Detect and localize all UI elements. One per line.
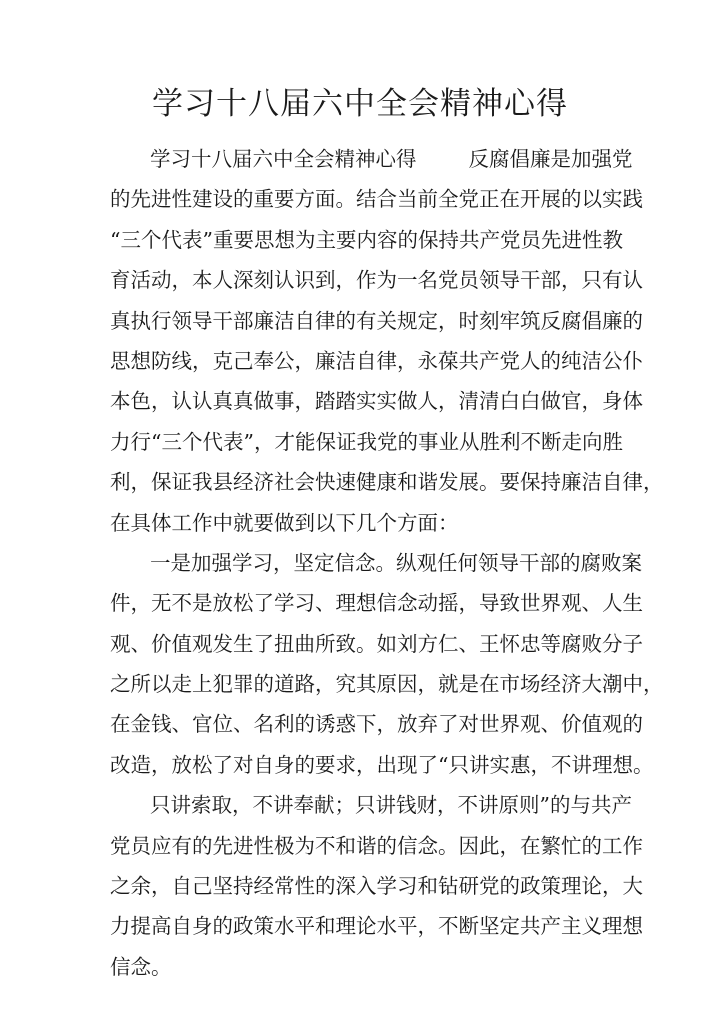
paragraph-line: 之所以走上犯罪的道路，究其原因，就是在市场经济大潮中，	[110, 672, 664, 697]
paragraph-line: 观、价值观发生了扭曲所致。如刘方仁、王怀忠等腐败分子	[110, 631, 643, 656]
paragraph-line: 一是加强学习，坚定信念。纵观任何领导干部的腐败案	[150, 550, 642, 575]
document-title: 学习十八届六中全会精神心得	[152, 86, 568, 122]
inline-heading: 学习十八届六中全会精神心得	[150, 147, 417, 171]
paragraph-line: 党员应有的先进性极为不和谐的信念。因此，在繁忙的工作	[110, 833, 643, 858]
paragraph-line: 本色，认认真真做事，踏踏实实做人，清清白白做官，身体	[110, 389, 643, 414]
paragraph-line: 在金钱、官位、名利的诱惑下，放弃了对世界观、价值观的	[110, 712, 643, 737]
paragraph-line: 育活动，本人深刻认识到，作为一名党员领导干部，只有认	[110, 268, 643, 293]
paragraph-line: 的先进性建设的重要方面。结合当前全党正在开展的以实践	[110, 187, 643, 212]
paragraph-line: 思想防线，克己奉公，廉洁自律，永葆共产党人的纯洁公仆	[110, 348, 643, 373]
paragraph-line: 件，无不是放松了学习、理想信念动摇，导致世界观、人生	[110, 591, 643, 616]
paragraph-line: 只讲索取，不讲奉献；只讲钱财，不讲原则”的与共产	[150, 793, 632, 818]
paragraph-line: 真执行领导干部廉洁自律的有关规定，时刻牢筑反腐倡廉的	[110, 308, 643, 333]
document-body	[110, 139, 664, 987]
paragraph-line: 在具体工作中就要做到以下几个方面：	[110, 510, 459, 535]
paragraph-line: 力行“三个代表”，才能保证我党的事业从胜利不断走向胜	[110, 429, 623, 454]
paragraph-line: 改造，放松了对自身的要求，出现了“只讲实惠，不讲理想。	[110, 752, 654, 777]
paragraph-text: 反腐倡廉是加强党	[468, 147, 633, 171]
paragraph-line: 之余，自己坚持经常性的深入学习和钻研党的政策理论，大	[110, 874, 643, 899]
paragraph-line: 信念。	[110, 954, 172, 979]
paragraph-line: 力提高自身的政策水平和理论水平，不断坚定共产主义理想	[110, 914, 643, 939]
paragraph-line: 利，保证我县经济社会快速健康和谐发展。要保持廉洁自律，	[110, 470, 664, 495]
paragraph-line: “三个代表”重要思想为主要内容的保持共产党员先进性教	[110, 227, 623, 252]
paragraph-line	[110, 139, 633, 179]
